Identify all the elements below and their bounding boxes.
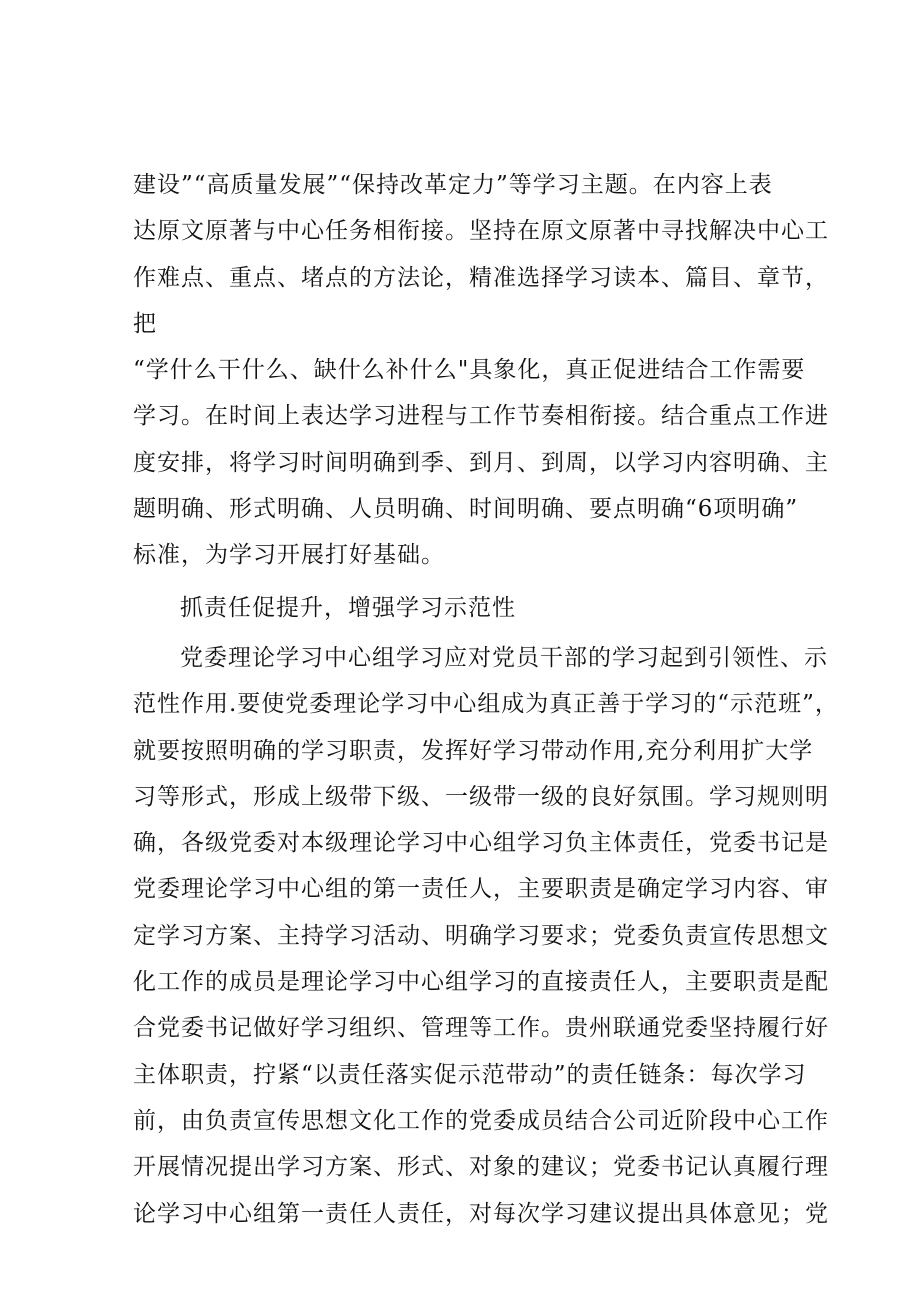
paragraph-line: 论学习中心组第一责任人责任，对每次学习建议提出具体意见；党 [133, 1200, 829, 1227]
paragraph-line: 党委理论学习中心组学习应对党员干部的学习起到引领性、示 [180, 644, 828, 671]
text-line: 题明确、形式明确、人员明确、时间明确、要点明确“6项明确” [133, 496, 799, 523]
paragraph-line: 合党委书记做好学习组织、管理等工作。贵州联通党委坚持履行好 [133, 1015, 829, 1042]
paragraph-line: 前，由负责宣传思想文化工作的党委成员结合公司近阶段中心工作 [133, 1107, 829, 1134]
paragraph-line: 开展情况提出学习方案、形式、对象的建议；党委书记认真履行理 [133, 1154, 829, 1181]
paragraph-line: 习等形式，形成上级带下级、一级带一级的良好氛围。学习规则明 [133, 783, 829, 810]
text-line: “学什么干什么、缺什么补什么"具象化，真正促进结合工作需要 [133, 357, 806, 384]
text-line: 建设”“高质量发展”“保持改革定力”等学习主题。在内容上表 [133, 172, 773, 198]
text-line: 把 [133, 310, 157, 337]
document-body [133, 162, 839, 1237]
section-heading: 抓责任促提升，增强学习示范性 [180, 594, 516, 621]
paragraph-line: 化工作的成员是理论学习中心组学习的直接责任人，主要职责是配 [133, 969, 829, 996]
text-line: 学习。在时间上表达学习进程与工作节奏相衔接。结合重点工作进 [133, 403, 829, 430]
paragraph-line: 就要按照明确的学习职责，发挥好学习带动作用,充分利用扩大学 [133, 737, 814, 764]
text-line: 作难点、重点、堵点的方法论，精准选择学习读本、篇目、章节， [133, 264, 829, 291]
paragraph-line: 确，各级党委对本级理论学习中心组学习负主体责任，党委书记是 [133, 830, 829, 857]
paragraph-line: 范性作用.要使党委理论学习中心组成为真正善于学习的“示范班”， [133, 691, 839, 718]
text-line: 度安排，将学习时间明确到季、到月、到周，以学习内容明确、主 [133, 449, 829, 476]
text-line: 标准，为学习开展打好基础。 [133, 542, 445, 569]
paragraph-line: 党委理论学习中心组的第一责任人，主要职责是确定学习内容、审 [133, 876, 829, 903]
text-line: 达原文原著与中心任务相衔接。坚持在原文原著中寻找解决中心工 [133, 218, 829, 245]
paragraph-line: 主体职责，拧紧“以责任落实促示范带动”的责任链条：每次学习 [133, 1061, 807, 1088]
paragraph-line: 定学习方案、主持学习活动、明确学习要求；党委负责宣传思想文 [133, 922, 829, 949]
